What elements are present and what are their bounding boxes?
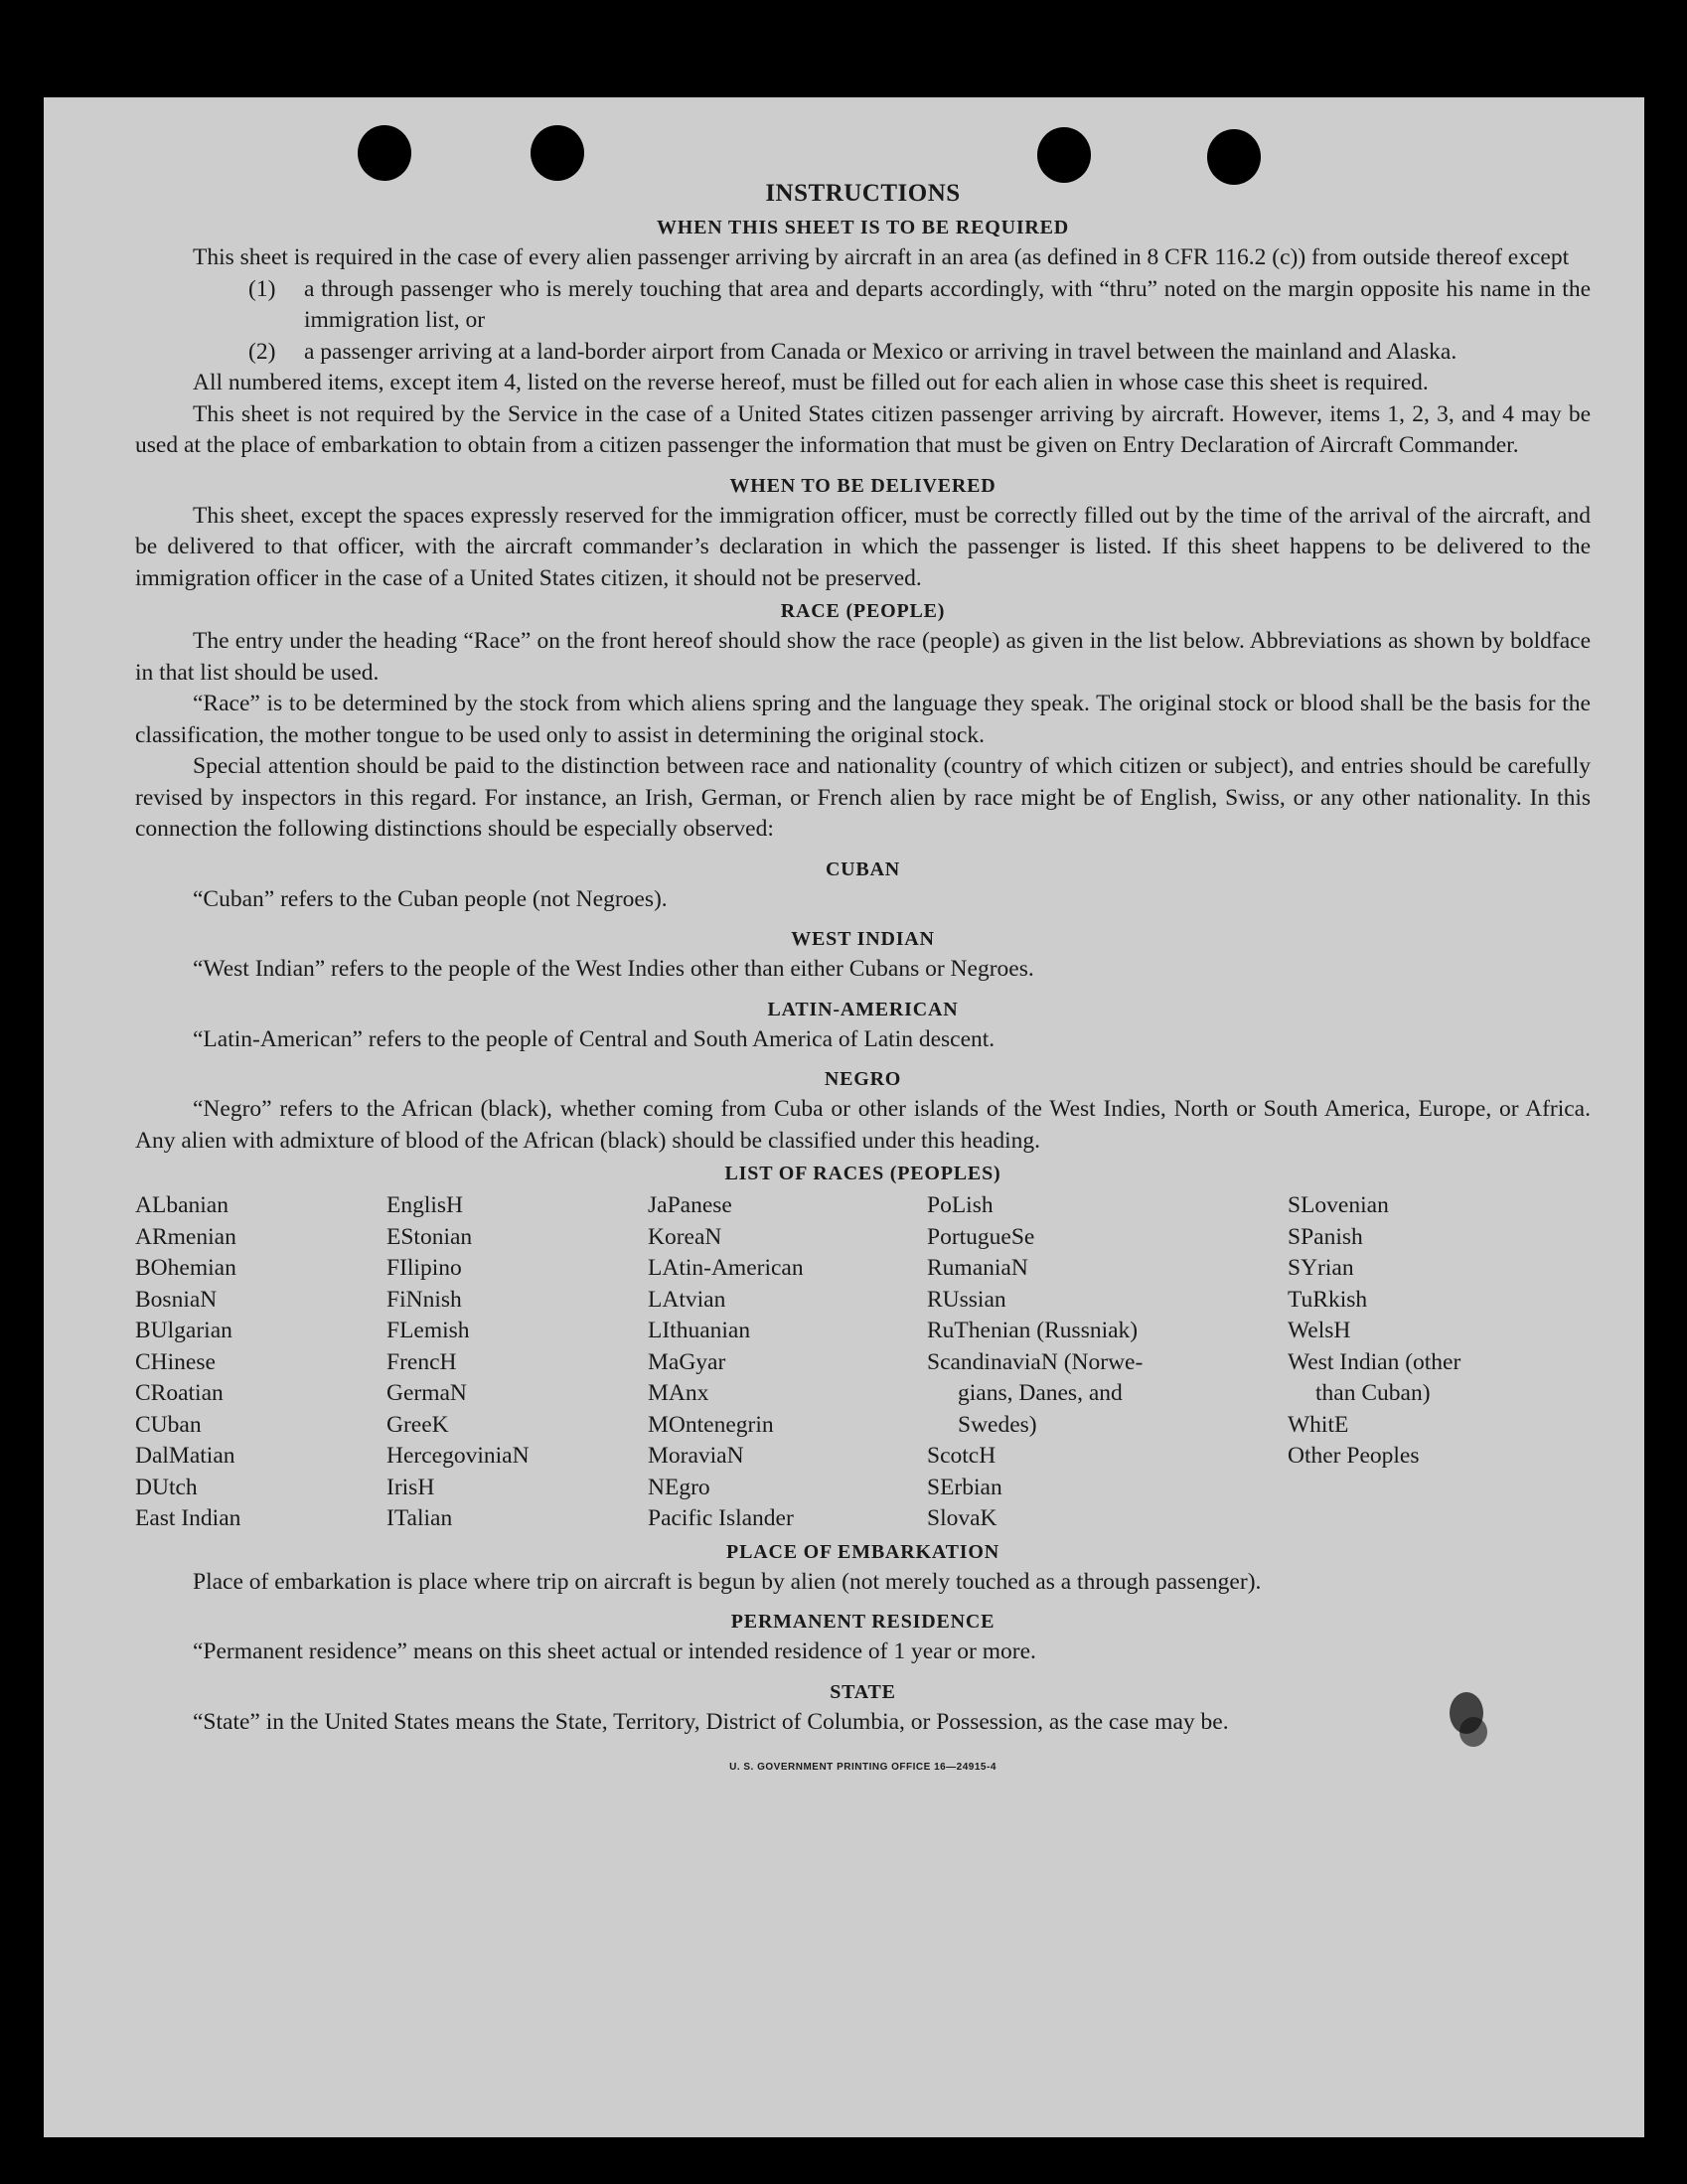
section-heading-delivered: WHEN TO BE DELIVERED	[729, 474, 997, 497]
paragraph: “Latin-American” refers to the people of Central and South America of Latin descent.	[193, 1025, 996, 1052]
race-entry: DalMatian	[135, 1443, 235, 1469]
race-entry: SYrian	[1288, 1255, 1354, 1281]
race-entry: ITalian	[386, 1505, 453, 1531]
exception-item	[135, 274, 1591, 337]
race-column	[386, 1190, 648, 1535]
race-column	[1288, 1190, 1586, 1535]
race-entry: BUlgarian	[135, 1318, 232, 1343]
race-entry: gians, Danes, and	[958, 1380, 1123, 1406]
race-entry: EnglisH	[386, 1192, 464, 1218]
paragraph: All numbered items, except item 4, listed on the reverse hereof, must be filled out for each alien in whose case this sheet is required.	[193, 370, 1429, 395]
section-heading-cuban: CUBAN	[825, 858, 901, 880]
section-heading-required: WHEN THIS SHEET IS TO BE REQUIRED	[656, 217, 1070, 238]
paragraph: This sheet is not required by the Service in the case of a United States citizen passenger arriving by aircraft. However, items 1, 2, 3, and 4 may be used at the place of embarkation to obtain from a citizen passenger the information that must be given on Entry Declaration of Aircraft Commander.	[135, 400, 1591, 458]
paragraph: “Race” is to be determined by the stock from which aliens spring and the language they speak. The original stock or blood shall be the basis for the classification, the mother tongue to be used only to assist in determining the original stock.	[135, 691, 1591, 748]
race-entry: MoraviaN	[648, 1443, 744, 1469]
race-entry: FIlipino	[386, 1255, 462, 1281]
race-entry: WhitE	[1288, 1411, 1349, 1438]
item-number: (1)	[248, 275, 276, 302]
section-heading-residence: PERMANENT RESIDENCE	[730, 1611, 996, 1633]
paragraph: “West Indian” refers to the people of the West Indies other than either Cubans or Negroes.	[193, 956, 1034, 982]
race-column	[135, 1190, 386, 1535]
race-entry: LAtin-American	[648, 1255, 804, 1281]
punch-hole	[358, 125, 411, 181]
race-entry: CRoatian	[135, 1380, 224, 1406]
race-entry: EStonian	[386, 1223, 473, 1250]
item-text: a through passenger who is merely touching that area and departs accordingly, with “thru” noted on the margin opposite his name in the immigration list, or	[304, 275, 1591, 333]
race-entry: FLemish	[386, 1318, 470, 1343]
paragraph: This sheet is required in the case of every alien passenger arriving by aircraft in an area (as defined in 8 CFR 116.2 (c)) from outside thereof except	[193, 244, 1570, 270]
race-entry: GermaN	[386, 1380, 467, 1406]
instructions-body	[135, 177, 1591, 1784]
race-entry: WelsH	[1288, 1318, 1351, 1343]
race-column	[927, 1190, 1288, 1535]
punch-hole	[1037, 127, 1091, 183]
section-heading-negro: NEGRO	[824, 1068, 902, 1090]
paragraph: This sheet, except the spaces expressly reserved for the immigration officer, must be correctly filled out by the time of the arrival of the aircraft, and be delivered to that officer, with the aircraft commander’s declaration in which the passenger is listed. If this sheet happens to be delivered to the immigration officer in the case of a United States citizen, it should not be preserved.	[135, 502, 1591, 591]
race-entry: CUban	[135, 1411, 202, 1438]
race-entry: FrencH	[386, 1348, 457, 1375]
race-entry: than Cuban)	[1315, 1380, 1431, 1406]
race-entry: SLovenian	[1288, 1192, 1389, 1218]
race-entry: LAtvian	[648, 1286, 726, 1313]
race-entry: ARmenian	[135, 1223, 236, 1250]
race-entry: SPanish	[1288, 1223, 1363, 1250]
race-entry: RumaniaN	[927, 1255, 1028, 1281]
paragraph: “State” in the United States means the State, Territory, District of Columbia, or Possession, as the case may be.	[193, 1708, 1229, 1735]
race-entry: ScandinaviaN (Norwe-	[927, 1348, 1144, 1375]
paragraph: The entry under the heading “Race” on the front hereof should show the race (people) as given in the list below. Abbreviations as shown by boldface in that list should be used.	[135, 628, 1591, 686]
race-entry: ScotcH	[927, 1443, 997, 1469]
race-entry: IrisH	[386, 1474, 435, 1500]
race-entry: RuThenian (Russniak)	[927, 1318, 1139, 1343]
race-entry: MOntenegrin	[648, 1411, 774, 1438]
paragraph: “Negro” refers to the African (black), whether coming from Cuba or other islands of the West Indies, North or South America, Europe, or Africa. Any alien with admixture of blood of the African (black) should be classified under this heading.	[135, 1096, 1591, 1154]
race-entry: East Indian	[135, 1505, 241, 1531]
page-title: INSTRUCTIONS	[765, 180, 961, 207]
race-entry: BOhemian	[135, 1255, 236, 1281]
race-entry: Other Peoples	[1288, 1443, 1420, 1469]
section-heading-embarkation: PLACE OF EMBARKATION	[726, 1540, 999, 1563]
section-heading-latin-american: LATIN-AMERICAN	[767, 998, 959, 1020]
race-entry: MaGyar	[648, 1348, 726, 1375]
race-column	[648, 1190, 927, 1535]
race-entry: PortugueSe	[927, 1223, 1035, 1250]
race-entry: FiNnish	[386, 1286, 462, 1313]
section-heading-west-indian: WEST INDIAN	[791, 928, 935, 950]
section-heading-state: STATE	[830, 1680, 896, 1703]
paragraph: Special attention should be paid to the distinction between race and nationality (country of which citizen or subject), and entries should be carefully revised by inspectors in this regard. For instance, an Irish, German, or French alien by race might be of English, Swiss, or any other nationality. In this connection the following distinctions should be especially observed:	[135, 753, 1591, 842]
race-entry: KoreaN	[648, 1223, 722, 1250]
punch-hole	[531, 125, 584, 181]
race-entry: GreeK	[386, 1411, 449, 1438]
race-entry: MAnx	[648, 1380, 709, 1406]
race-entry: DUtch	[135, 1474, 198, 1500]
race-list	[135, 1190, 1591, 1535]
item-text: a passenger arriving at a land-border airport from Canada or Mexico or arriving in travel between the mainland and Alaska.	[304, 338, 1457, 365]
section-heading-race: RACE (PEOPLE)	[780, 600, 946, 622]
race-entry: Swedes)	[958, 1411, 1037, 1438]
race-entry: HercegoviniaN	[386, 1443, 530, 1469]
race-entry: SlovaK	[927, 1505, 997, 1531]
race-entry: JaPanese	[648, 1192, 732, 1218]
race-entry: TuRkish	[1288, 1286, 1368, 1313]
paragraph: “Cuban” refers to the Cuban people (not Negroes).	[193, 885, 668, 912]
race-entry: BosniaN	[135, 1286, 218, 1313]
race-entry: NEgro	[648, 1474, 710, 1500]
paragraph: “Permanent residence” means on this sheet actual or intended residence of 1 year or more.	[193, 1638, 1036, 1664]
race-entry: SErbian	[927, 1474, 1002, 1500]
race-entry: RUssian	[927, 1286, 1006, 1313]
item-number: (2)	[248, 338, 276, 365]
section-heading-races-list: LIST OF RACES (PEOPLES)	[724, 1163, 1001, 1184]
document-sheet	[44, 97, 1644, 2137]
race-entry: PoLish	[927, 1192, 994, 1218]
exception-item	[135, 337, 1591, 369]
race-entry: LIthuanian	[648, 1318, 751, 1343]
paragraph: Place of embarkation is place where trip on aircraft is begun by alien (not merely touched as a through passenger).	[193, 1568, 1262, 1595]
race-entry: Pacific Islander	[648, 1505, 794, 1531]
race-entry: ALbanian	[135, 1192, 229, 1218]
race-entry: CHinese	[135, 1348, 216, 1375]
race-entry: West Indian (other	[1288, 1348, 1461, 1375]
printing-office-footer: U. S. GOVERNMENT PRINTING OFFICE 16—24915-4	[729, 1762, 997, 1773]
